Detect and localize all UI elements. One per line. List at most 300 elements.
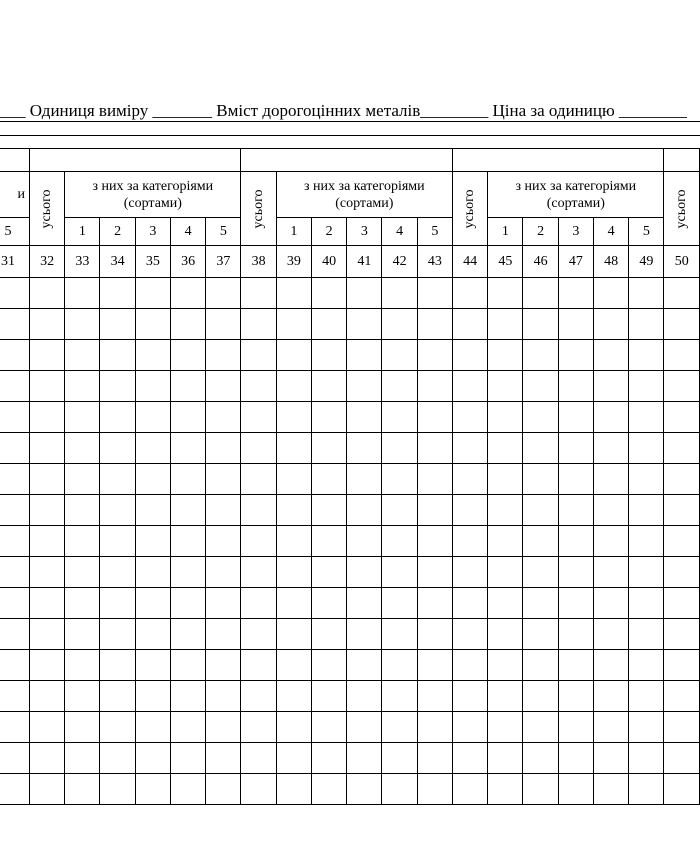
table-cell bbox=[65, 340, 100, 371]
table-cell bbox=[664, 712, 700, 743]
table-cell bbox=[664, 774, 700, 805]
table-cell bbox=[488, 619, 523, 650]
table-cell bbox=[170, 681, 205, 712]
table-cell bbox=[558, 681, 593, 712]
table-row bbox=[0, 340, 700, 371]
table-cell bbox=[558, 371, 593, 402]
table-cell bbox=[664, 557, 700, 588]
table-cell bbox=[311, 526, 346, 557]
table-row bbox=[0, 464, 700, 495]
table-cell bbox=[558, 743, 593, 774]
table-cell bbox=[0, 743, 29, 774]
category-header-row bbox=[0, 172, 700, 218]
table-cell bbox=[170, 464, 205, 495]
table-cell bbox=[311, 402, 346, 433]
table-cell bbox=[382, 340, 417, 371]
table-cell bbox=[65, 743, 100, 774]
table-cell bbox=[311, 588, 346, 619]
table-row bbox=[0, 681, 700, 712]
table-cell bbox=[65, 557, 100, 588]
table-cell bbox=[206, 495, 241, 526]
table-cell bbox=[664, 495, 700, 526]
table-cell bbox=[100, 278, 135, 309]
table-cell bbox=[29, 340, 64, 371]
table-cell bbox=[593, 681, 628, 712]
table-cell bbox=[558, 464, 593, 495]
group-top-cell bbox=[0, 149, 29, 172]
table-cell bbox=[417, 774, 452, 805]
table-cell bbox=[170, 650, 205, 681]
column-number: 43 bbox=[417, 246, 452, 278]
table-cell bbox=[664, 619, 700, 650]
table-cell bbox=[382, 433, 417, 464]
header-rule-bottom bbox=[0, 135, 700, 136]
table-cell bbox=[65, 588, 100, 619]
table-cell bbox=[593, 557, 628, 588]
column-number-row bbox=[0, 246, 700, 278]
table-cell bbox=[452, 650, 487, 681]
table-cell bbox=[452, 588, 487, 619]
table-cell bbox=[135, 681, 170, 712]
total-header-label: усього bbox=[250, 189, 266, 228]
table-cell bbox=[29, 309, 64, 340]
table-cell bbox=[0, 278, 29, 309]
table-cell bbox=[488, 402, 523, 433]
table-cell bbox=[382, 557, 417, 588]
table-cell bbox=[629, 588, 664, 619]
column-number: 41 bbox=[347, 246, 382, 278]
group-top-cell bbox=[452, 149, 664, 172]
table-cell bbox=[100, 371, 135, 402]
table-cell bbox=[29, 619, 64, 650]
table-cell bbox=[629, 464, 664, 495]
table-cell bbox=[0, 309, 29, 340]
table-row bbox=[0, 774, 700, 805]
table-cell bbox=[558, 433, 593, 464]
table-cell bbox=[311, 309, 346, 340]
table-cell bbox=[558, 278, 593, 309]
table-cell bbox=[347, 650, 382, 681]
table-cell bbox=[276, 526, 311, 557]
table-cell bbox=[488, 464, 523, 495]
table-cell bbox=[664, 526, 700, 557]
table-row bbox=[0, 495, 700, 526]
table-cell bbox=[382, 278, 417, 309]
table-cell bbox=[523, 340, 558, 371]
table-cell bbox=[29, 278, 64, 309]
table-cell bbox=[488, 371, 523, 402]
table-cell bbox=[135, 712, 170, 743]
table-cell bbox=[488, 433, 523, 464]
table-cell bbox=[206, 278, 241, 309]
table-cell bbox=[100, 557, 135, 588]
table-cell bbox=[241, 371, 276, 402]
table-cell bbox=[629, 433, 664, 464]
table-cell bbox=[276, 712, 311, 743]
table-cell bbox=[0, 371, 29, 402]
table-cell bbox=[629, 495, 664, 526]
table-cell bbox=[0, 340, 29, 371]
table-cell bbox=[523, 464, 558, 495]
table-cell bbox=[65, 464, 100, 495]
sub-column-label: 1 bbox=[488, 218, 523, 246]
table-cell bbox=[417, 402, 452, 433]
table-cell bbox=[382, 650, 417, 681]
table-cell bbox=[417, 464, 452, 495]
table-cell bbox=[629, 371, 664, 402]
table-cell bbox=[523, 743, 558, 774]
table-cell bbox=[100, 433, 135, 464]
table-cell bbox=[347, 526, 382, 557]
table-cell bbox=[276, 681, 311, 712]
table-cell bbox=[523, 495, 558, 526]
table-cell bbox=[382, 402, 417, 433]
table-row bbox=[0, 557, 700, 588]
table-cell bbox=[170, 712, 205, 743]
table-cell bbox=[241, 712, 276, 743]
column-number: 49 bbox=[629, 246, 664, 278]
table-cell bbox=[135, 309, 170, 340]
table-cell bbox=[593, 712, 628, 743]
column-number: 35 bbox=[135, 246, 170, 278]
table-cell bbox=[29, 495, 64, 526]
column-number: 44 bbox=[452, 246, 487, 278]
table-cell bbox=[100, 650, 135, 681]
table-row bbox=[0, 743, 700, 774]
table-row bbox=[0, 371, 700, 402]
total-header-cell bbox=[664, 172, 700, 246]
table-cell bbox=[276, 588, 311, 619]
table-cell bbox=[558, 774, 593, 805]
table-cell bbox=[593, 371, 628, 402]
sub-column-label: 3 bbox=[558, 218, 593, 246]
total-header-label: усього bbox=[39, 189, 55, 228]
table-cell bbox=[558, 557, 593, 588]
table-cell bbox=[29, 712, 64, 743]
sub-column-label: 1 bbox=[65, 218, 100, 246]
table-cell bbox=[65, 309, 100, 340]
table-cell bbox=[347, 309, 382, 340]
table-cell bbox=[311, 743, 346, 774]
sub-column-label: 2 bbox=[311, 218, 346, 246]
table-cell bbox=[241, 774, 276, 805]
sub-column-label: 2 bbox=[100, 218, 135, 246]
column-number: 46 bbox=[523, 246, 558, 278]
table-cell bbox=[276, 619, 311, 650]
table-cell bbox=[241, 619, 276, 650]
sub-column-label: 5 bbox=[206, 218, 241, 246]
table-cell bbox=[135, 371, 170, 402]
table-cell bbox=[135, 588, 170, 619]
table-cell bbox=[523, 681, 558, 712]
table-cell bbox=[593, 526, 628, 557]
table-cell bbox=[241, 557, 276, 588]
table-cell bbox=[241, 495, 276, 526]
table-cell bbox=[0, 681, 29, 712]
table-cell bbox=[135, 433, 170, 464]
table-cell bbox=[206, 588, 241, 619]
table-cell bbox=[65, 371, 100, 402]
table-cell bbox=[311, 278, 346, 309]
table-cell bbox=[347, 588, 382, 619]
table-cell bbox=[241, 402, 276, 433]
table-cell bbox=[311, 712, 346, 743]
table-cell bbox=[452, 278, 487, 309]
table-cell bbox=[452, 464, 487, 495]
table-cell bbox=[523, 557, 558, 588]
table-cell bbox=[0, 464, 29, 495]
table-cell bbox=[241, 743, 276, 774]
column-number: 34 bbox=[100, 246, 135, 278]
table-cell bbox=[65, 774, 100, 805]
table-cell bbox=[452, 774, 487, 805]
table-cell bbox=[100, 743, 135, 774]
table-cell bbox=[452, 526, 487, 557]
table-cell bbox=[311, 681, 346, 712]
table-cell bbox=[206, 712, 241, 743]
table-cell bbox=[558, 712, 593, 743]
table-cell bbox=[170, 309, 205, 340]
table-cell bbox=[29, 650, 64, 681]
sub-column-label: 2 bbox=[523, 218, 558, 246]
header-rule-top bbox=[0, 121, 700, 122]
table-cell bbox=[664, 371, 700, 402]
table-cell bbox=[558, 588, 593, 619]
table-cell bbox=[417, 712, 452, 743]
table-cell bbox=[664, 309, 700, 340]
table-cell bbox=[417, 650, 452, 681]
table-cell bbox=[0, 712, 29, 743]
table-cell bbox=[100, 495, 135, 526]
table-cell bbox=[523, 650, 558, 681]
table-cell bbox=[241, 309, 276, 340]
table-cell bbox=[311, 774, 346, 805]
column-number: 36 bbox=[170, 246, 205, 278]
table-cell bbox=[100, 526, 135, 557]
table-cell bbox=[382, 464, 417, 495]
table-cell bbox=[629, 650, 664, 681]
table-cell bbox=[311, 650, 346, 681]
table-cell bbox=[593, 433, 628, 464]
table-cell bbox=[382, 743, 417, 774]
table-cell bbox=[629, 309, 664, 340]
table-cell bbox=[488, 278, 523, 309]
table-cell bbox=[558, 340, 593, 371]
group-top-cell bbox=[241, 149, 453, 172]
table-row bbox=[0, 402, 700, 433]
table-cell bbox=[0, 433, 29, 464]
table-cell bbox=[347, 681, 382, 712]
table-cell bbox=[558, 619, 593, 650]
table-cell bbox=[206, 309, 241, 340]
table-cell bbox=[382, 526, 417, 557]
table-cell bbox=[241, 464, 276, 495]
table-cell bbox=[206, 340, 241, 371]
table-cell bbox=[276, 495, 311, 526]
table-cell bbox=[0, 619, 29, 650]
table-cell bbox=[593, 619, 628, 650]
table-cell bbox=[206, 557, 241, 588]
table-cell bbox=[0, 774, 29, 805]
table-cell bbox=[347, 402, 382, 433]
group-top-cell bbox=[29, 149, 241, 172]
table-cell bbox=[170, 743, 205, 774]
form-table bbox=[0, 148, 700, 805]
sub-column-row bbox=[0, 218, 700, 246]
table-cell bbox=[347, 433, 382, 464]
table-cell bbox=[29, 557, 64, 588]
table-cell bbox=[276, 371, 311, 402]
table-cell bbox=[100, 619, 135, 650]
table-cell bbox=[664, 340, 700, 371]
table-cell bbox=[629, 774, 664, 805]
table-cell bbox=[276, 433, 311, 464]
table-cell bbox=[65, 526, 100, 557]
total-header-cell bbox=[452, 172, 487, 246]
sub-column-label: 1 bbox=[276, 218, 311, 246]
table-cell bbox=[593, 278, 628, 309]
form-header-line: ___ Одиниця виміру _______ Вміст дорогоцінних металів________ Ціна за одиницю ________ bbox=[0, 101, 687, 120]
table-cell bbox=[347, 464, 382, 495]
table-cell bbox=[241, 681, 276, 712]
table-cell bbox=[488, 650, 523, 681]
table-cell bbox=[417, 371, 452, 402]
table-cell bbox=[311, 464, 346, 495]
sub-column-label: 4 bbox=[170, 218, 205, 246]
table-row bbox=[0, 278, 700, 309]
table-cell bbox=[664, 743, 700, 774]
table-row bbox=[0, 712, 700, 743]
table-cell bbox=[382, 371, 417, 402]
sub-column-label: 4 bbox=[593, 218, 628, 246]
sub-column-label: 4 bbox=[382, 218, 417, 246]
table-cell bbox=[664, 650, 700, 681]
table-cell bbox=[65, 495, 100, 526]
table-cell bbox=[170, 402, 205, 433]
table-cell bbox=[417, 433, 452, 464]
table-cell bbox=[558, 495, 593, 526]
table-cell bbox=[452, 743, 487, 774]
table-cell bbox=[206, 371, 241, 402]
table-cell bbox=[382, 588, 417, 619]
table-cell bbox=[311, 371, 346, 402]
table-cell bbox=[65, 278, 100, 309]
table-cell bbox=[523, 774, 558, 805]
table-cell bbox=[206, 681, 241, 712]
column-number: 48 bbox=[593, 246, 628, 278]
table-cell bbox=[417, 619, 452, 650]
sub-column-label: 5 bbox=[417, 218, 452, 246]
table-cell bbox=[417, 557, 452, 588]
table-cell bbox=[170, 495, 205, 526]
table-cell bbox=[593, 402, 628, 433]
table-cell bbox=[452, 557, 487, 588]
column-number: 47 bbox=[558, 246, 593, 278]
table-cell bbox=[347, 743, 382, 774]
table-cell bbox=[488, 712, 523, 743]
table-cell bbox=[593, 588, 628, 619]
table-cell bbox=[100, 464, 135, 495]
table-cell bbox=[664, 588, 700, 619]
table-cell bbox=[170, 340, 205, 371]
table-cell bbox=[523, 371, 558, 402]
table-cell bbox=[664, 402, 700, 433]
table-cell bbox=[100, 340, 135, 371]
table-cell bbox=[593, 340, 628, 371]
table-cell bbox=[170, 557, 205, 588]
total-header-cell bbox=[241, 172, 276, 246]
table-cell bbox=[558, 526, 593, 557]
table-cell bbox=[629, 557, 664, 588]
table-cell bbox=[206, 464, 241, 495]
table-cell bbox=[311, 340, 346, 371]
table-cell bbox=[65, 619, 100, 650]
table-cell bbox=[488, 495, 523, 526]
table-cell bbox=[135, 526, 170, 557]
table-cell bbox=[558, 650, 593, 681]
categories-table bbox=[0, 148, 700, 805]
table-cell bbox=[523, 619, 558, 650]
table-cell bbox=[206, 743, 241, 774]
table-cell bbox=[65, 650, 100, 681]
table-cell bbox=[417, 743, 452, 774]
table-cell bbox=[347, 619, 382, 650]
column-number: 39 bbox=[276, 246, 311, 278]
table-cell bbox=[488, 557, 523, 588]
sub-column-label: 5 bbox=[629, 218, 664, 246]
table-cell bbox=[276, 278, 311, 309]
table-cell bbox=[170, 278, 205, 309]
category-header-partial: и bbox=[0, 172, 29, 218]
column-number: 42 bbox=[382, 246, 417, 278]
table-cell bbox=[276, 340, 311, 371]
table-cell bbox=[241, 526, 276, 557]
table-cell bbox=[311, 495, 346, 526]
table-cell bbox=[593, 495, 628, 526]
table-cell bbox=[629, 402, 664, 433]
table-cell bbox=[206, 526, 241, 557]
table-cell bbox=[558, 402, 593, 433]
table-row bbox=[0, 309, 700, 340]
column-number: 38 bbox=[241, 246, 276, 278]
table-cell bbox=[347, 340, 382, 371]
table-cell bbox=[629, 526, 664, 557]
table-cell bbox=[0, 650, 29, 681]
table-cell bbox=[170, 588, 205, 619]
table-cell bbox=[593, 743, 628, 774]
table-cell bbox=[241, 588, 276, 619]
category-header: з них за категоріями (сортами) bbox=[65, 172, 241, 218]
table-cell bbox=[452, 433, 487, 464]
table-cell bbox=[558, 309, 593, 340]
column-number: 40 bbox=[311, 246, 346, 278]
table-cell bbox=[311, 619, 346, 650]
table-cell bbox=[29, 433, 64, 464]
table-cell bbox=[206, 402, 241, 433]
table-cell bbox=[629, 340, 664, 371]
table-cell bbox=[452, 681, 487, 712]
table-cell bbox=[347, 712, 382, 743]
table-cell bbox=[0, 402, 29, 433]
table-row bbox=[0, 526, 700, 557]
table-cell bbox=[170, 619, 205, 650]
table-cell bbox=[100, 402, 135, 433]
table-cell bbox=[417, 681, 452, 712]
table-cell bbox=[382, 681, 417, 712]
table-cell bbox=[488, 774, 523, 805]
table-cell bbox=[206, 774, 241, 805]
total-header-label: усього bbox=[673, 189, 689, 228]
